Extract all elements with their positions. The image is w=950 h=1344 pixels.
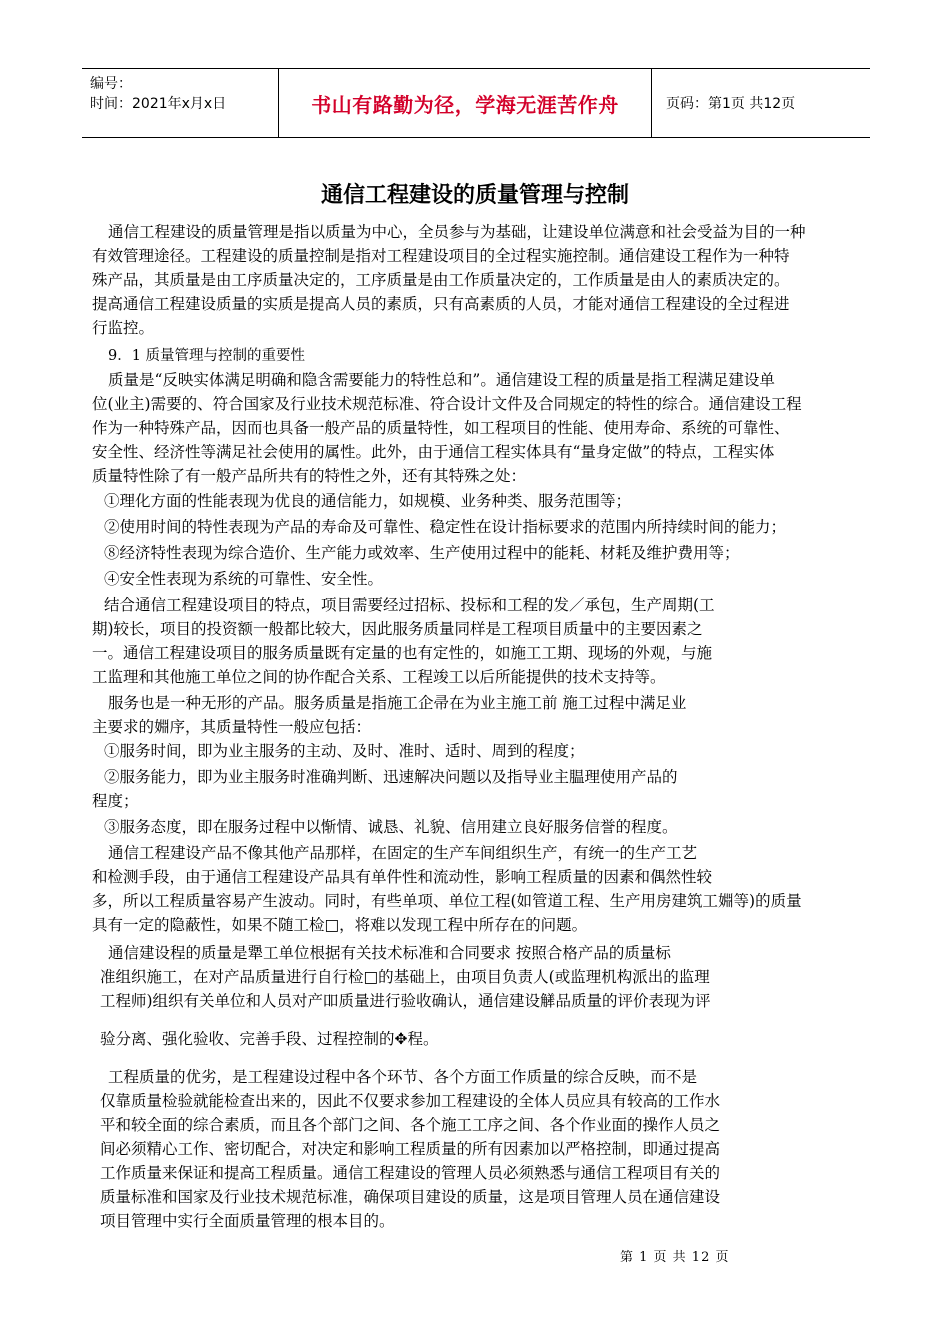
text-line: 工程质量的优劣，是工程建设过程中各个环节、各个方面工作质量的综合反映，而不是 — [108, 1068, 698, 1086]
text-line: 验分离、强化验收、完善手段、过程控制的✥程。 — [100, 1030, 439, 1048]
list-item: ③服务态度，即在服务过程中以惭情、诚恳、礼貌、信用建立良好服务信誉的程度。 — [104, 818, 678, 836]
list-item: ①服务时间，即为业主服务的主动、及时、准时、适时、周到的程度； — [104, 742, 585, 760]
text-line: 通信工程建设的质量管理是指以质量为中心，全员参与为基础，让建设单位满意和社会受益为目的一种 — [108, 223, 806, 241]
list-item: ①理化方面的性能表现为优良的通信能力，如规模、业务种类、服务范围等； — [104, 492, 632, 510]
page-header — [82, 68, 870, 138]
text-line: 期)较长，项目的投资额一般都比较大，因此服务质量同样是工程项目质量中的主要因素之 — [92, 620, 703, 638]
text-line: 多，所以工程质量容易产生波动。同时，有些单项、单位工程(如管道工程、生产用房建筑工婣等)的质量 — [92, 892, 802, 910]
text-line: 殊产品，其质量是由工序质量决定的，工序质量是由工作质量决定的，工作质量是由人的素质决定的。 — [92, 271, 790, 289]
text-line: 位(业主)需要的、符合国家及行业技术规范标准、符合设计文件及合同规定的特性的综合。通信建设工程 — [92, 395, 802, 413]
document-date: 时间：2021年x月x日 — [90, 96, 227, 112]
section-heading: 9．1 质量管理与控制的重要性 — [108, 348, 306, 364]
text-line: 具有一定的隐蔽性，如果不随工检□，将难以发现工程中所存在的问题。 — [92, 916, 588, 934]
list-item: ④安全性表现为系统的可靠性、安全性。 — [104, 570, 384, 588]
list-item: ⑧经济特性表现为综合造价、生产能力或效率、生产使用过程中的能耗、材耗及维护费用等； — [104, 544, 740, 562]
document-title: 通信工程建设的质量管理与控制 — [320, 183, 629, 208]
text-line: 作为一种特殊产品，因而也具备一般产品的质量特性，如工程项目的性能、使用寿命、系统的可靠性、 — [92, 419, 790, 437]
text-line: 质量标准和国家及行业技术规范标准，确保项目建设的质量，这是项目管理人员在通信建设 — [100, 1188, 721, 1206]
text-line: 程度； — [92, 792, 139, 810]
text-line: 主要求的婣序，其质量特性一般应包括： — [92, 718, 372, 736]
text-line: 工作质量来保证和提高工程质量。通信工程建设的管理人员必须熟悉与通信工程项目有关的 — [100, 1164, 721, 1182]
text-line: 仅靠质量检验就能检查出来的，因此不仅要求参加工程建设的全体人员应具有较高的工作水 — [100, 1092, 721, 1110]
header-motto-cell — [279, 69, 652, 137]
text-line: 有效管理途径。工程建设的质量控制是指对工程建设项目的全过程实施控制。通信建设工程作为一种特 — [92, 247, 790, 265]
text-line: 工监理和其他施工单位之间的协作配合关系、工程竣工以后所能提供的技术支持等。 — [92, 668, 666, 686]
document-number-label: 编号： — [90, 76, 132, 92]
text-line: 和检测手段，由于通信工程建设产品具有单件性和流动性，影响工程质量的因素和偶然性较 — [92, 868, 713, 886]
list-item: ②服务能力，即为业主服务时准确判断、迅速解决问题以及指导业主腽理使用产品的 — [104, 768, 678, 786]
text-line: 质量是“反映实体满足明确和隐含需要能力的特性总和”。通信建设工程的质量是指工程满足建设单 — [108, 371, 775, 389]
page-info: 页码：第1页 共12页 — [666, 96, 796, 112]
page-footer: 第 1 页 共 12 页 — [620, 1250, 730, 1265]
header-page-cell — [652, 69, 870, 137]
list-item: ②使用时间的特性表现为产品的寿命及可靠性、稳定性在设计指标要求的范围内所持续时间的能力； — [104, 518, 787, 536]
text-line: 提高通信工程建设质量的实质是提高人员的素质，只有高素质的人员，才能对通信工程建设的全过程进 — [92, 295, 790, 313]
motto: 书山有路勤为径，学海无涯苦作舟 — [311, 92, 619, 117]
text-line: 通信工程建设产品不像其他产品那样，在固定的生产车间组织生产，有统一的生产工艺 — [108, 844, 698, 862]
text-line: 结合通信工程建设项目的特点，项目需要经过招标、投标和工程的发／承包，生产周期(工 — [104, 596, 715, 614]
text-line: 通信建设程的质量是犟工单位根据有关技术标准和合同要求 按照合格产品的质量标 — [108, 944, 671, 962]
text-line: 质量特性除了有一般产品所共有的特性之外，还有其特殊之处： — [92, 467, 527, 485]
header-meta — [82, 69, 279, 137]
text-line: 间必须精心工作、密切配合，对决定和影响工程质量的所有因素加以严格控制，即通过提高 — [100, 1140, 721, 1158]
text-line: 平和较全面的综合素质，而且各个部门之间、各个施工工序之间、各个作业面的操作人员之 — [100, 1116, 721, 1134]
text-line: 一。通信工程建设项目的服务质量既有定量的也有定性的，如施工工期、现场的外观，与施 — [92, 644, 713, 662]
text-line: 工程师)组织有关单位和人员对产吅质量进行验收确认，通信建设觲品质量的评价表现为评 — [100, 992, 711, 1010]
text-line: 项目管理中实行全面质量管理的根本目的。 — [100, 1212, 395, 1230]
text-line: 准组织施工，在对产品质量进行自行检□的基础上，由项目负责人(或监理机构派出的监理 — [100, 968, 710, 986]
text-line: 服务也是一种无形的产品。服务质量是指施工企帚在为业主施工前 施工过程中满足业 — [108, 694, 687, 712]
text-line: 安全性、经济性等满足社会使用的属性。此外，由于通信工程实体具有“量身定做”的特点，工程实体 — [92, 443, 775, 461]
text-line: 行监控。 — [92, 319, 155, 337]
